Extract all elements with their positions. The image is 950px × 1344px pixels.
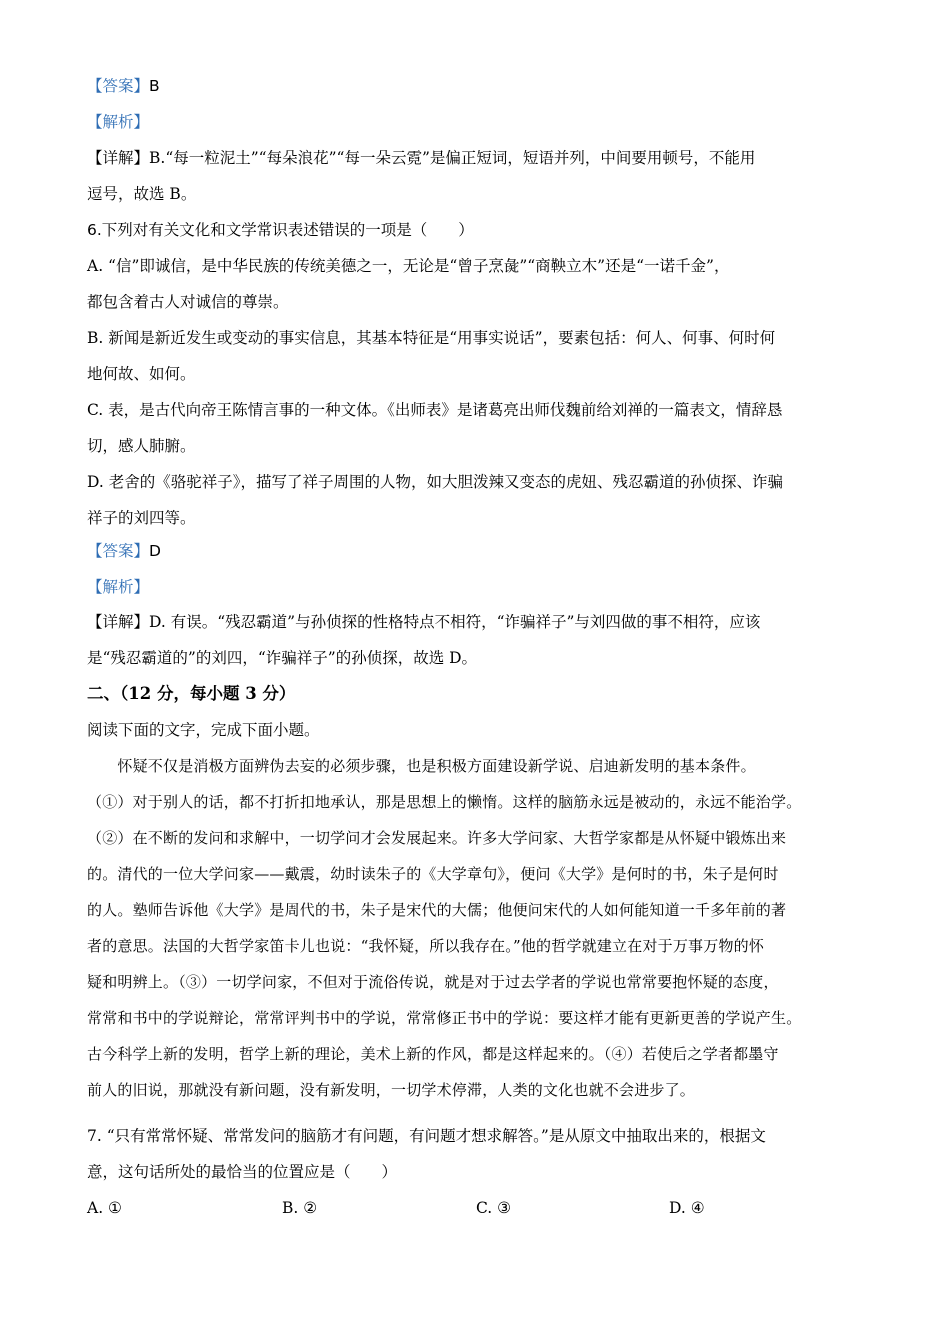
text-line [87,75,877,97]
text-line [87,1079,877,1101]
section-tag: 【解析】 [87,113,150,131]
text-line [87,863,877,885]
text-segment: 意，这句话所处的最恰当的位置应是（ ） [87,1163,398,1181]
section-tag: 【答案】 [87,77,150,95]
text-line [87,435,877,457]
text-line [87,935,877,957]
text-segment: B [149,77,160,95]
text-segment: 怀疑不仅是消极方面辨伪去妄的必须步骤，也是积极方面建设新学说、启迪新发明的基本条件。 [87,757,756,775]
text-segment: 疑和明辨上。（③）一切学问家，不但对于流俗传说，就是对于过去学者的学说也常常要抱怀疑的态度， [87,973,779,991]
text-segment: 切，感人肺腑。 [87,437,196,455]
text-segment: 二、（12 分，每小题 3 分） [87,684,296,703]
text-segment: D. 老舍的《骆驼祥子》，描写了祥子周围的人物，如大胆泼辣又变态的虎妞、残忍霸道的孙侦探、诈骗 [87,473,783,491]
text-line [87,255,877,277]
text-line [87,611,877,633]
text-segment: D [149,542,161,560]
text-segment: 6.下列对有关文化和文学常识表述错误的一项是（ ） [87,221,474,239]
text-line [87,827,877,849]
text-segment: 者的意思。法国的大哲学家笛卡儿也说：“我怀疑，所以我存在。”他的哲学就建立在对于万事万物的怀 [87,937,765,955]
text-segment: 阅读下面的文字，完成下面小题。 [87,721,320,739]
text-segment: 的。清代的一位大学问家——戴震，幼时读朱子的《大学章句》，便问《大学》是何时的书，朱子是何时 [87,865,779,883]
text-line [87,291,877,313]
text-segment: 【详解】D. 有误。“残忍霸道”与孙侦探的性格特点不相符，“诈骗祥子”与刘四做的事不相符，应该 [87,613,761,631]
text-line [87,219,877,241]
text-line [87,576,877,598]
text-segment: 是“残忍霸道的”的刘四，“诈骗祥子”的孙侦探，故选 D。 [87,649,478,667]
text-line [87,719,877,741]
text-segment: 祥子的刘四等。 [87,509,196,527]
text-line [87,1161,877,1183]
section-tag: 【答案】 [87,542,150,560]
text-line [87,540,877,562]
text-line [87,363,877,385]
text-line [87,755,877,777]
answer-option: A. ① [87,1199,122,1217]
text-line [87,471,877,493]
text-line [87,683,877,705]
answer-option: D. ④ [669,1199,705,1217]
text-line [87,899,877,921]
text-line [87,1007,877,1029]
text-segment: 逗号，故选 B。 [87,185,197,203]
text-segment: 都包含着古人对诚信的尊崇。 [87,293,289,311]
text-segment: A. “信”即诚信，是中华民族的传统美德之一，无论是“曾子烹彘”“商鞅立木”还是“一诺千金”， [87,257,730,275]
text-segment: B. 新闻是新近发生或变动的事实信息，其基本特征是“用事实说话”，要素包括：何人、何事、何时何 [87,329,776,347]
text-line [87,183,877,205]
text-line [87,1125,877,1147]
text-line [87,111,877,133]
text-line [87,399,877,421]
text-segment: 地何故、如何。 [87,365,196,383]
text-segment: （②）在不断的发问和求解中，一切学问才会发展起来。许多大学问家、大哲学家都是从怀疑中锻炼出来 [87,829,787,847]
answer-option: C. ③ [476,1199,512,1217]
answer-option: B. ② [282,1199,318,1217]
text-segment: （①）对于别人的话，都不打折扣地承认，那是思想上的懒惰。这样的脑筋永远是被动的，永远不能治学。 [87,793,802,811]
text-line [87,327,877,349]
text-segment: 前人的旧说，那就没有新问题，没有新发明，一切学术停滞，人类的文化也就不会进步了。 [87,1081,696,1099]
section-tag: 【解析】 [87,578,150,596]
text-line [87,1043,877,1065]
text-line [87,147,877,169]
text-segment: 【详解】B.“每一粒泥土”“每朵浪花”“每一朵云霓”是偏正短词，短语并列，中间要用顿号，不能用 [87,149,756,167]
text-segment: 的人。塾师告诉他《大学》是周代的书，朱子是宋代的大儒；他便问宋代的人如何能知道一千多年前的著 [87,901,787,919]
text-line [87,791,877,813]
text-segment: 7. “只有常常怀疑、常常发问的脑筋才有问题，有问题才想求解答。”是从原文中抽取出来的，根据文 [87,1127,766,1145]
text-line [87,647,877,669]
text-segment: C. 表，是古代向帝王陈情言事的一种文体。《出师表》是诸葛亮出师伐魏前给刘禅的一篇表文，情辞恳 [87,401,783,419]
text-line [87,971,877,993]
text-segment: 常常和书中的学说辩论，常常评判书中的学说，常常修正书中的学说：要这样才能有更新更善的学说产生。 [87,1009,802,1027]
text-segment: 古今科学上新的发明，哲学上新的理论，美术上新的作风，都是这样起来的。（④）若使后之学者都墨守 [87,1045,779,1063]
text-line [87,507,877,529]
